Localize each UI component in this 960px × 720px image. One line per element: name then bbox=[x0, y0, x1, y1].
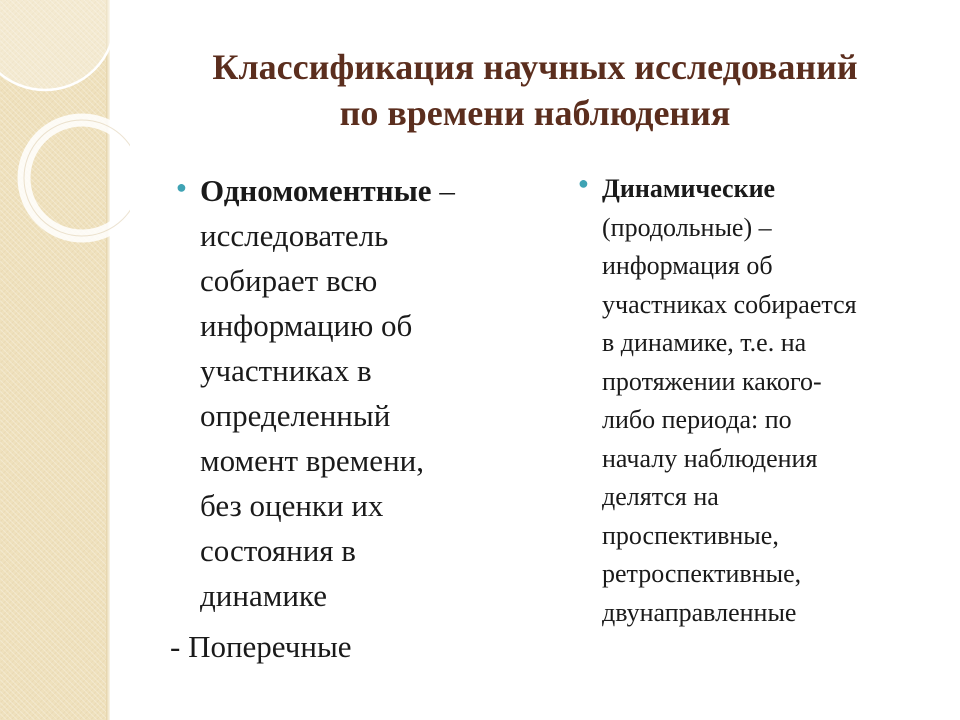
title-line-2: по времени наблюдения bbox=[339, 93, 731, 133]
slide-title bbox=[130, 44, 940, 136]
bullet-dot-icon: ● bbox=[578, 173, 589, 193]
term-dash: – bbox=[431, 173, 455, 208]
title-line-1: Классификация научных исследований bbox=[212, 47, 858, 87]
line: проспективные, bbox=[602, 520, 779, 550]
line: состояния в bbox=[200, 533, 356, 568]
line: собирает всю bbox=[200, 263, 378, 298]
line: без оценки их bbox=[200, 488, 384, 523]
line: динамике bbox=[200, 578, 327, 613]
line: либо периода: по bbox=[602, 405, 792, 434]
line: двунаправленные bbox=[602, 597, 797, 627]
bullet-longitudinal bbox=[572, 170, 942, 632]
decorative-rings bbox=[0, 0, 130, 260]
line: информацию об bbox=[200, 308, 413, 343]
line: в динамике, т.е. на bbox=[602, 328, 807, 357]
right-column bbox=[572, 170, 942, 632]
bullet-first-line bbox=[200, 168, 550, 213]
line: началу наблюдения bbox=[602, 443, 818, 473]
term-longitudinal: Динамические bbox=[602, 174, 776, 203]
line: исследователь bbox=[200, 218, 389, 253]
term-cross-sectional: Одномоментные bbox=[200, 173, 432, 208]
line: момент времени, bbox=[200, 443, 424, 478]
line: участниках в bbox=[200, 353, 372, 388]
line: (продольные) – bbox=[602, 212, 772, 242]
left-column bbox=[170, 168, 550, 669]
line: информация об bbox=[602, 251, 773, 280]
line: участниках собирается bbox=[602, 289, 857, 319]
bullet-dot-icon: ● bbox=[176, 177, 187, 197]
line: делятся на bbox=[602, 482, 719, 511]
line: ретроспективные, bbox=[602, 559, 802, 588]
line: определенный bbox=[200, 398, 391, 433]
sub-item-transverse: - Поперечные bbox=[170, 629, 352, 664]
line: протяжении какого- bbox=[602, 366, 822, 396]
bullet-cross-sectional bbox=[170, 168, 550, 618]
